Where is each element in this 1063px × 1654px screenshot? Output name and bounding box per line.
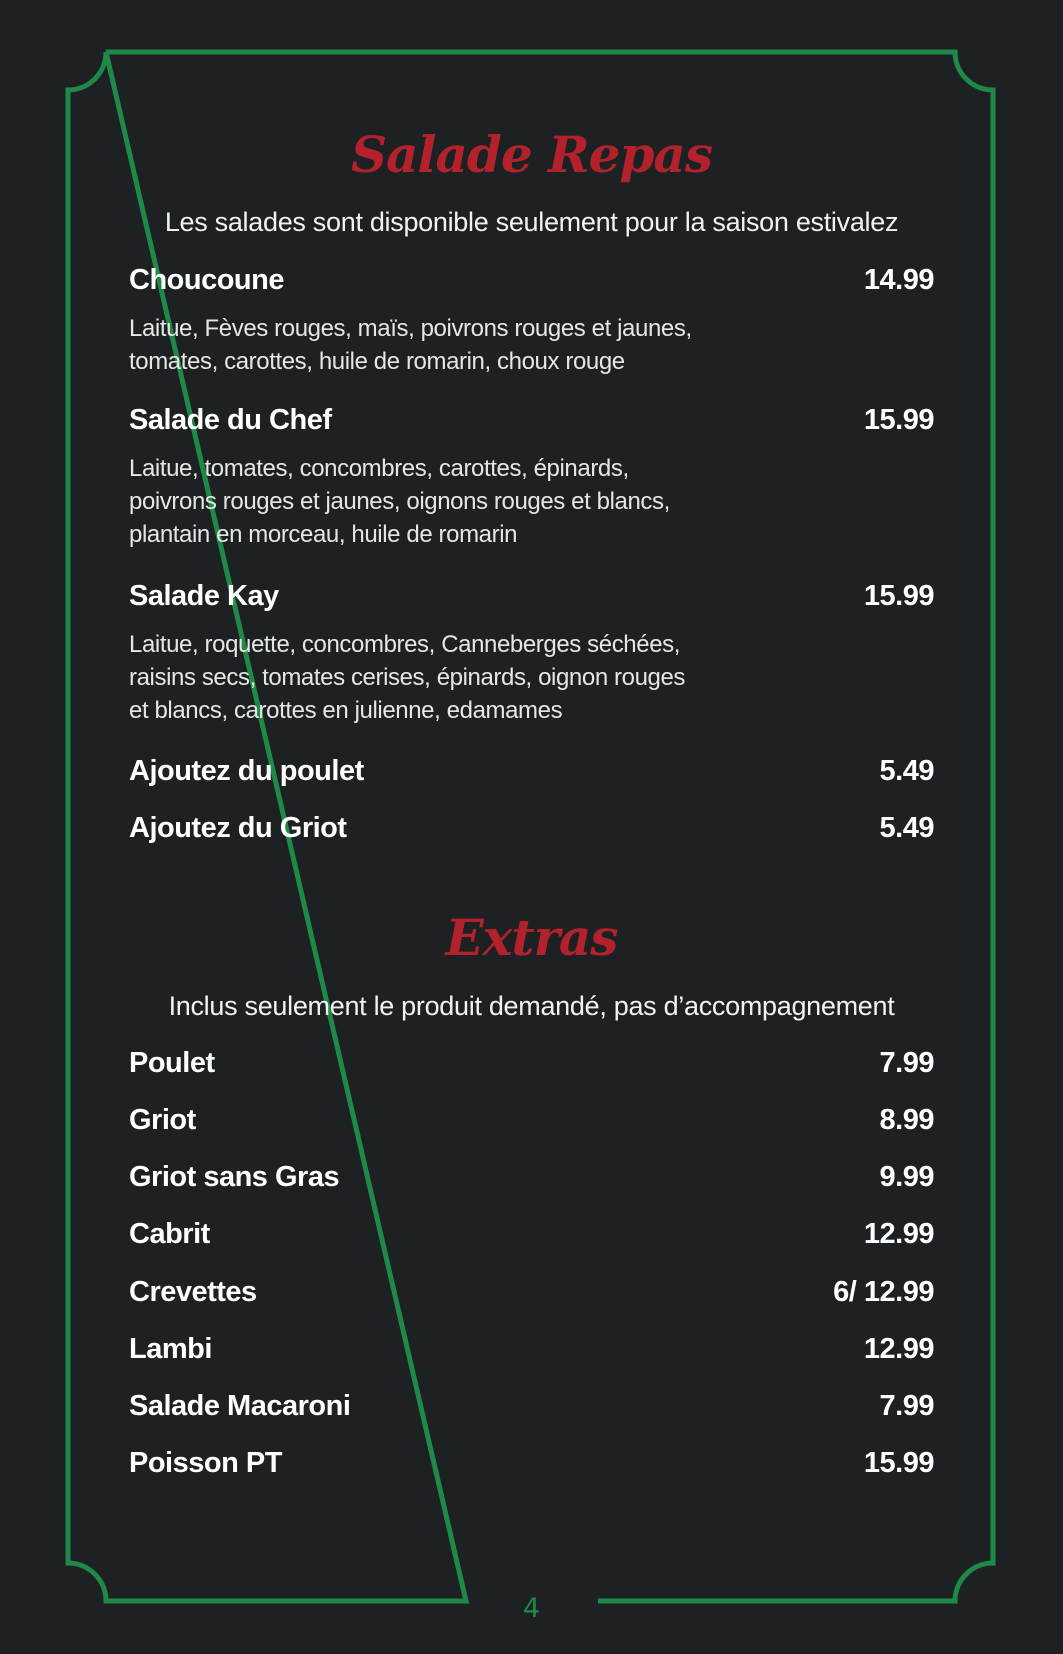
section-title-salade-repas: Salade Repas — [351, 125, 712, 184]
item-description — [129, 452, 729, 551]
item-description-line: Laitue, roquette, concombres, Canneberges séchées, — [129, 631, 681, 658]
menu-item-ajoutez-poulet — [129, 751, 934, 791]
item-description-line: poivrons rouges et jaunes, oignons rouges et blancs, — [129, 488, 670, 515]
menu-item-griot — [129, 1100, 934, 1140]
item-price: 5.49 — [879, 812, 934, 844]
item-name: Poisson PT — [129, 1447, 282, 1479]
item-price: 5.49 — [879, 755, 934, 787]
menu-item-griot-sans-gras — [129, 1157, 934, 1197]
section-title-extras: Extras — [445, 908, 618, 967]
section-subtitle-extras: Inclus seulement le produit demandé, pas d’accompagnement — [168, 991, 895, 1021]
item-description — [129, 628, 729, 727]
item-name: Cabrit — [129, 1218, 210, 1250]
menu-item-salade-kay — [129, 576, 934, 727]
item-price: 8.99 — [879, 1104, 934, 1136]
item-price: 14.99 — [863, 264, 934, 296]
item-price: 9.99 — [879, 1161, 934, 1193]
item-price: 15.99 — [863, 580, 934, 612]
menu-item-poulet — [129, 1043, 934, 1083]
menu-item-poisson-pt — [129, 1443, 934, 1483]
item-price: 12.99 — [863, 1333, 934, 1365]
item-price: 7.99 — [879, 1390, 934, 1422]
item-name: Griot sans Gras — [129, 1161, 340, 1193]
item-description-line: Laitue, tomates, concombres, carottes, épinards, — [129, 455, 629, 482]
item-price: 12.99 — [863, 1218, 934, 1250]
item-name: Choucoune — [129, 264, 284, 296]
item-name: Ajoutez du poulet — [129, 755, 364, 787]
menu-item-lambi — [129, 1329, 934, 1369]
item-description — [129, 312, 729, 378]
item-price: 15.99 — [863, 1447, 934, 1479]
menu-item-choucoune — [129, 260, 934, 378]
item-name: Salade Kay — [129, 580, 279, 612]
item-description-line: plantain en morceau, huile de romarin — [129, 521, 518, 548]
item-name: Salade Macaroni — [129, 1390, 351, 1422]
section-subtitle-salade-repas: Les salades sont disponible seulement pour la saison estivalez — [164, 207, 899, 237]
menu-item-cabrit — [129, 1214, 934, 1254]
item-name: Crevettes — [129, 1276, 257, 1308]
item-description-line: raisins secs, tomates cerises, épinards, oignon rouges — [129, 664, 686, 691]
item-price: 7.99 — [879, 1047, 934, 1079]
menu-item-ajoutez-griot — [129, 808, 934, 848]
item-name: Salade du Chef — [129, 404, 332, 436]
item-name: Lambi — [129, 1333, 212, 1365]
menu-item-salade-du-chef — [129, 400, 934, 551]
item-name: Poulet — [129, 1047, 215, 1079]
menu-item-salade-macaroni — [129, 1386, 934, 1426]
item-description-line: Laitue, Fèves rouges, maïs, poivrons rouges et jaunes, — [129, 315, 692, 342]
item-name: Griot — [129, 1104, 196, 1136]
item-description-line: tomates, carottes, huile de romarin, choux rouge — [129, 348, 625, 375]
item-price: 6/ 12.99 — [833, 1276, 934, 1308]
item-price: 15.99 — [863, 404, 934, 436]
page-number: 4 — [522, 1593, 541, 1624]
menu-item-crevettes — [129, 1272, 934, 1312]
item-name: Ajoutez du Griot — [129, 812, 347, 844]
item-description-line: et blancs, carottes en julienne, edamames — [129, 697, 563, 724]
